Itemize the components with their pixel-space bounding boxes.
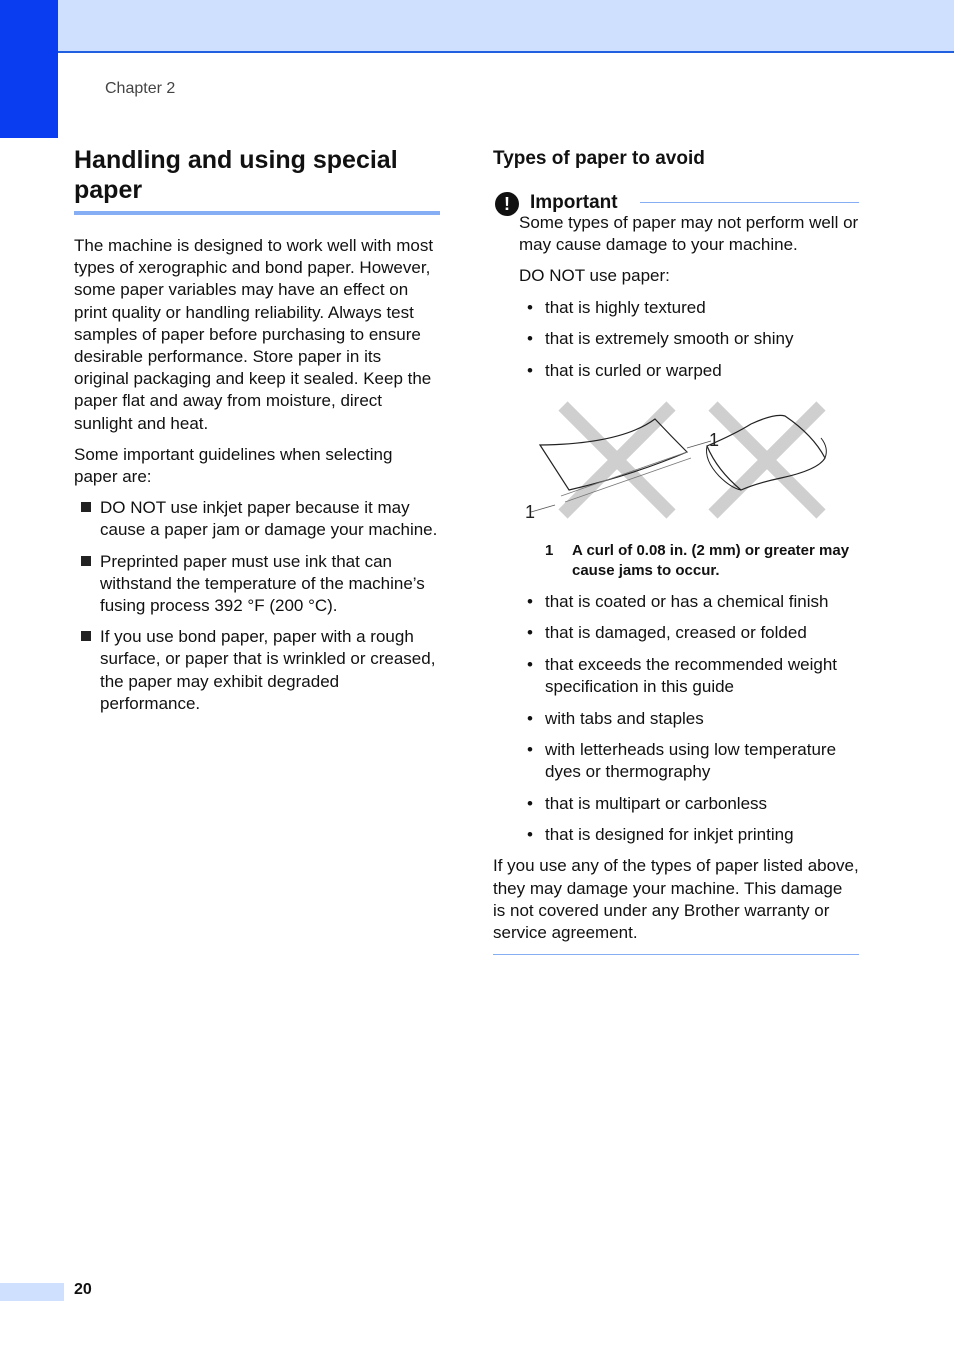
avoid-list-top [519,297,859,382]
bullet-dot-icon: • [527,297,533,317]
avoid-text: that is designed for inkjet printing [545,825,794,845]
important-rule [640,202,859,203]
avoid-text: that is extremely smooth or shiny [545,329,794,349]
bullet-dot-icon: • [527,825,533,845]
figure-caption [545,541,859,581]
bullet-dot-icon: • [527,740,533,760]
guideline-text: If you use bond paper, paper with a rough surface, or paper that is wrinkled or creased, the paper may exhibit degraded performance. [100,627,436,713]
list-item [74,497,440,541]
list-item [74,626,440,715]
guidelines-intro: Some important guidelines when selecting paper are: [74,444,393,487]
important-header [493,189,859,217]
exclamation-icon: ! [495,192,519,216]
caption-text: A curl of 0.08 in. (2 mm) or greater may cause jams to occur. [572,541,850,579]
list-item [519,591,859,613]
important-label: Important [530,192,618,213]
avoid-text: that is damaged, creased or folded [545,623,807,643]
bullet-dot-icon: • [527,360,533,380]
square-bullet-icon [81,502,91,512]
footer-band [0,1283,64,1301]
avoid-text: with letterheads using low temperature dyes or thermography [545,740,837,782]
list-item [519,360,859,382]
list-item [519,654,859,698]
bullet-dot-icon: • [527,329,533,349]
cross-left-icon [563,406,671,514]
left-column [74,145,440,724]
right-column [493,146,859,955]
list-item [74,551,440,618]
list-item [519,708,859,730]
list-item [519,622,859,644]
bullet-dot-icon: • [527,708,533,728]
curled-paper-figure [521,390,831,526]
bullet-dot-icon: • [527,591,533,611]
avoid-text: that is multipart or carbonless [545,793,768,813]
important-body [519,212,859,288]
intro-paragraph: The machine is designed to work well with most types of xerographic and bond paper. However, some paper variables may have an effect on print quality or handling reliability. Always test samples of paper before purchasing to ensure desirable performance. Store paper in its original packaging and keep it sealed. Keep the paper flat and away from moisture, direct sunlight and heat. [74,236,434,433]
closing-paragraph: If you use any of the types of paper listed above, they may damage your machine. This damage is not covered under any Brother warranty or service agreement. [493,856,859,943]
square-bullet-icon [81,556,91,566]
list-item [519,793,859,815]
list-item [519,328,859,350]
subsection-title: Types of paper to avoid [493,148,705,169]
avoid-text: that is curled or warped [545,360,722,380]
section-title: Handling and using special paper [74,145,440,215]
warning-text: Some types of paper may not perform well or may cause damage to your machine. [519,213,859,255]
cross-right-icon [713,406,821,514]
page-number: 20 [74,1281,92,1298]
bullet-dot-icon: • [527,623,533,643]
callout-number: 1 [525,501,536,522]
bullet-dot-icon: • [527,793,533,813]
avoid-list-bottom [519,591,859,847]
chapter-tab-marker [0,0,58,138]
square-bullet-icon [81,631,91,641]
guideline-text: Preprinted paper must use ink that can withstand the temperature of the machine’s fusing process 392 °F (200 °C). [100,551,425,616]
guideline-text: DO NOT use inkjet paper because it may cause a paper jam or damage your machine. [100,498,438,540]
guidelines-list [74,497,440,715]
avoid-text: that exceeds the recommended weight specification in this guide [545,654,838,697]
caption-number: 1 [545,541,554,559]
list-item [519,739,859,783]
important-end-rule [493,954,859,955]
callout-number: 1 [709,429,720,450]
list-item [519,297,859,319]
bullet-dot-icon: • [527,654,533,674]
avoid-text: that is coated or has a chemical finish [545,591,829,611]
header-band [0,0,954,53]
do-not-use-text: DO NOT use paper: [519,266,670,286]
avoid-text: with tabs and staples [545,708,704,728]
list-item [519,824,859,846]
chapter-label: Chapter 2 [105,80,176,97]
avoid-text: that is highly textured [545,297,706,317]
